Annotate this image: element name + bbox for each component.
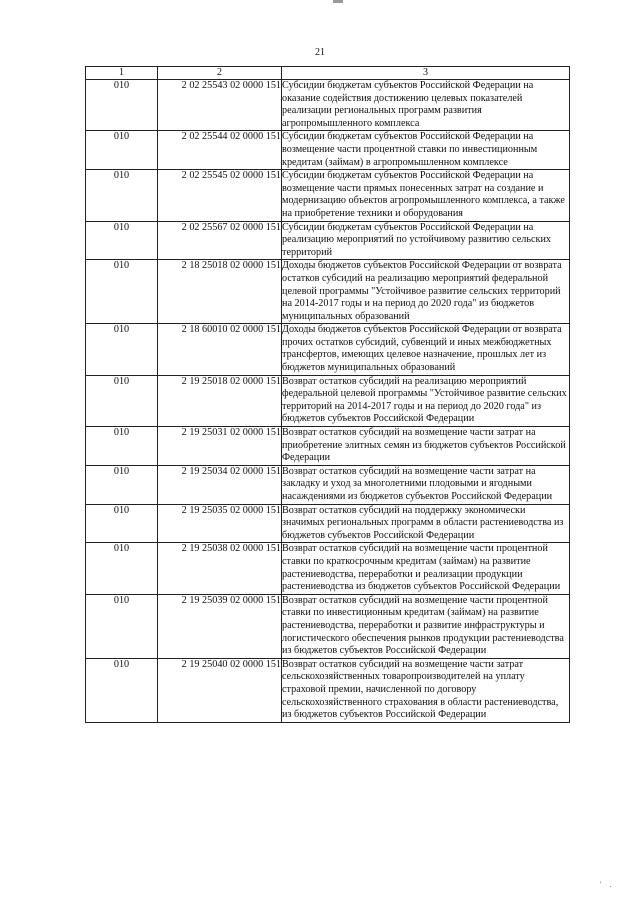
kbk-code-cell: 2 19 25018 02 0000 151 — [158, 375, 282, 426]
admin-code-cell: 010 — [86, 80, 158, 131]
income-name-cell: Субсидии бюджетам субъектов Российской Федерации на возмещение части прямых понесенных затрат на создание и модернизацию объектов агропромышленного комплекса, а также на приобретение техники и оборудования — [282, 170, 570, 221]
kbk-code-cell: 2 18 25018 02 0000 151 — [158, 260, 282, 324]
income-name-cell: Возврат остатков субсидий на возмещение части процентной ставки по инвестиционным кредитам (займам) на развитие растениеводства, переработки и развитие инфраструктуры и логистического обеспечения рынков продукции растениеводства из бюджетов субъектов Российской Федерации — [282, 594, 570, 658]
admin-code-cell: 010 — [86, 221, 158, 260]
table-header-row — [86, 67, 570, 80]
admin-code-cell: 010 — [86, 465, 158, 504]
income-name-cell: Возврат остатков субсидий на возмещение части затрат на закладку и уход за многолетними плодовыми и ягодными насаждениями из бюджетов субъектов Российской Федерации — [282, 465, 570, 504]
table-row — [86, 170, 570, 221]
kbk-code-cell: 2 02 25543 02 0000 151 — [158, 80, 282, 131]
table-row — [86, 221, 570, 260]
admin-code-cell: 010 — [86, 427, 158, 466]
admin-code-cell: 010 — [86, 658, 158, 722]
scan-edge-marks: ' . — [600, 880, 615, 889]
table-row — [86, 465, 570, 504]
kbk-code-cell: 2 02 25545 02 0000 151 — [158, 170, 282, 221]
kbk-code-cell: 2 19 25040 02 0000 151 — [158, 658, 282, 722]
income-name-cell: Возврат остатков субсидий на возмещение части процентной ставки по краткосрочным кредитам (займам) на развитие растениеводства, переработки и реализации продукции растениеводства из бюджетов субъектов Российской Федерации — [282, 543, 570, 594]
kbk-code-cell: 2 19 25034 02 0000 151 — [158, 465, 282, 504]
budget-classification-table — [85, 66, 570, 723]
income-name-cell: Возврат остатков субсидий на реализацию мероприятий федеральной целевой программы "Устойчивое развитие сельских территорий на 2014-2017 годы и на период до 2020 года" из бюджетов субъектов Российской Федерации — [282, 375, 570, 426]
kbk-code-cell: 2 18 60010 02 0000 151 — [158, 324, 282, 375]
kbk-code-cell: 2 19 25038 02 0000 151 — [158, 543, 282, 594]
table-row — [86, 543, 570, 594]
table-row — [86, 427, 570, 466]
admin-code-cell: 010 — [86, 170, 158, 221]
column-header-3: 3 — [282, 67, 570, 80]
admin-code-cell: 010 — [86, 260, 158, 324]
table-row — [86, 504, 570, 543]
admin-code-cell: 010 — [86, 504, 158, 543]
income-name-cell: Субсидии бюджетам субъектов Российской Федерации на возмещение части процентной ставки по инвестиционным кредитам (займам) в агропромышленном комплексе — [282, 131, 570, 170]
kbk-code-cell: 2 02 25567 02 0000 151 — [158, 221, 282, 260]
scan-artifact-mark — [333, 0, 343, 3]
admin-code-cell: 010 — [86, 594, 158, 658]
column-header-1: 1 — [86, 67, 158, 80]
income-name-cell: Доходы бюджетов субъектов Российской Федерации от возврата прочих остатков субсидий, субвенций и иных межбюджетных трансфертов, имеющих целевое назначение, прошлых лет из бюджетов муниципальных образований — [282, 324, 570, 375]
income-name-cell: Возврат остатков субсидий на поддержку экономически значимых региональных программ в области растениеводства из бюджетов субъектов Российской Федерации — [282, 504, 570, 543]
kbk-code-cell: 2 19 25039 02 0000 151 — [158, 594, 282, 658]
table-row — [86, 324, 570, 375]
income-name-cell: Субсидии бюджетам субъектов Российской Федерации на оказание содействия достижению целевых показателей реализации региональных программ развития агропромышленного комплекса — [282, 80, 570, 131]
admin-code-cell: 010 — [86, 543, 158, 594]
kbk-code-cell: 2 19 25035 02 0000 151 — [158, 504, 282, 543]
table-row — [86, 658, 570, 722]
table-row — [86, 131, 570, 170]
income-name-cell: Возврат остатков субсидий на возмещение части затрат сельскохозяйственных товаропроизводителей на уплату страховой премии, начисленной по договору сельскохозяйственного страхования в области растениеводства, из бюджетов субъектов Российской Федерации — [282, 658, 570, 722]
kbk-code-cell: 2 19 25031 02 0000 151 — [158, 427, 282, 466]
table-row — [86, 375, 570, 426]
admin-code-cell: 010 — [86, 375, 158, 426]
admin-code-cell: 010 — [86, 131, 158, 170]
income-name-cell: Возврат остатков субсидий на возмещение части затрат на приобретение элитных семян из бюджетов субъектов Российской Федерации — [282, 427, 570, 466]
income-name-cell: Доходы бюджетов субъектов Российской Федерации от возврата остатков субсидий на реализацию мероприятий федеральной целевой программы "Устойчивое развитие сельских территорий на 2014-2017 годы и на период до 2020 года" из бюджетов муниципальных образований — [282, 260, 570, 324]
admin-code-cell: 010 — [86, 324, 158, 375]
table-row — [86, 80, 570, 131]
page-number: 21 — [315, 47, 325, 58]
table-row — [86, 260, 570, 324]
column-header-2: 2 — [158, 67, 282, 80]
income-name-cell: Субсидии бюджетам субъектов Российской Федерации на реализацию мероприятий по устойчивому развитию сельских территорий — [282, 221, 570, 260]
table-row — [86, 594, 570, 658]
kbk-code-cell: 2 02 25544 02 0000 151 — [158, 131, 282, 170]
